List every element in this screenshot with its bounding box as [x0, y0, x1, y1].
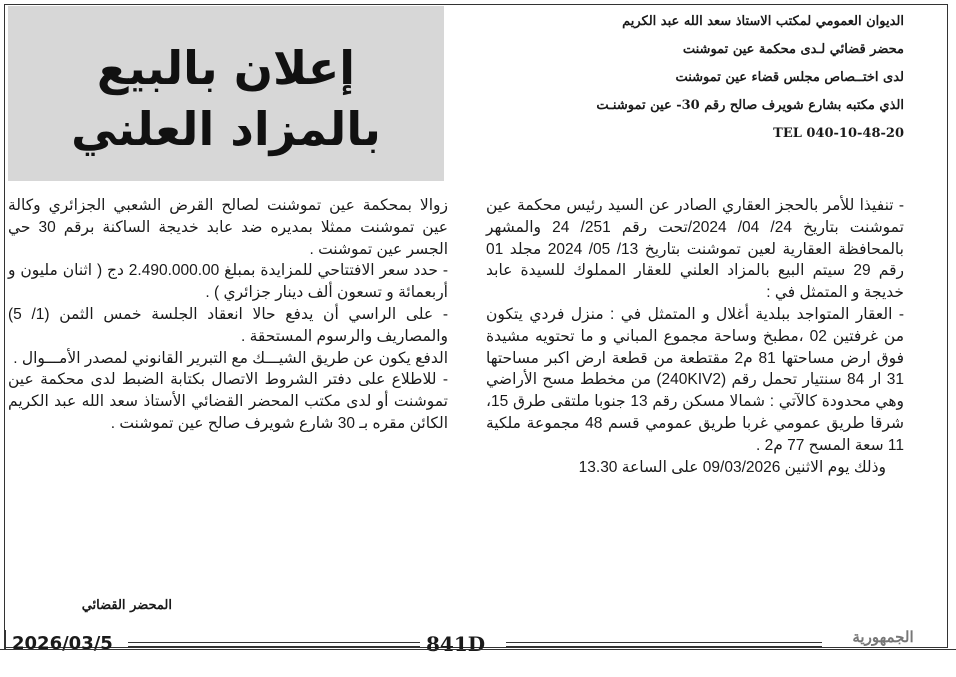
paragraph-auction-date: وذلك يوم الاثنين 09/03/2026 على الساعة 13.30: [578, 458, 886, 476]
header-address: الذي مكتبه بشارع شويرف صالح رقم 30- عين تموشنـت: [596, 98, 904, 113]
frame-corner: [0, 630, 6, 650]
paragraph-property: - العقار المتواجد ببلدية أغلال و المتمثل في : منزل فردي يتكون من غرفتين 02 ،مطبخ وساحة مجموع المباني و ما تحتويه مشيدة فوق ارض مساحتها 81 م2 مقتطعة من قطعة ارض اكبر مساحتها 31 ار 84 سنتيار تحمل رقم (240KIV2) من مخطط مسح الأراضي وهي محدودة كالآتي : شمالا مسكن رقم 13 جنوبا ملتقى طرق 15، شرقا طريق عمومي غربا طريق عمومي قسم 48 مجموعة ملكية 11 سعة المسح 77 م2 .: [486, 305, 905, 454]
paragraph-enforcement: - تنفيذا للأمر بالحجز العقاري الصادر عن السيد رئيس محكمة عين تموشنت بتاريخ 24/ 04/ 2024/تحت رقم 251/ 24 والمشهر بالمحافظة العقارية لعين تموشنت بتاريخ 13/ 05/ 2024 مجلد 01 رقم 29 سيتم البيع بالمزاد العلني للعقار المملوك للسيدة عابد خديجة و المتمثل في :: [486, 197, 904, 302]
notice-header: [484, 8, 904, 148]
left-column: [8, 195, 448, 435]
right-column: [486, 195, 904, 478]
newspaper-logo: الجمهورية: [852, 628, 914, 646]
publication-date: 2026/03/5: [12, 633, 113, 654]
header-jurisdiction: لدى اختــصاص مجلس قضاء عين تموشنت: [675, 70, 904, 85]
divider-left: [128, 642, 420, 647]
paragraph-opening-price: - حدد سعر الافتتاحي للمزايدة بمبلغ 2.490.000.00 دج ( اثنان مليون و أربعمائة و تسعون ألف دينار جزائري ) .: [8, 262, 448, 302]
title-line-2: بالمزاد العلني: [71, 102, 381, 156]
notice-code: 841D: [426, 632, 486, 656]
header-bailiff: محضر قضائي لـدى محكمة عين تموشنت: [682, 42, 904, 57]
divider-right: [506, 642, 822, 647]
header-phone: TEL 040-10-48-20: [773, 126, 904, 141]
paragraph-cheque: الدفع يكون عن طريق الشيـــك مع التبرير القانوني لمصدر الأمـــوال .: [13, 349, 448, 367]
header-office: الديوان العمومي لمكتب الاستاذ سعد الله عبد الكريم: [622, 14, 904, 29]
paragraph-parties: زوالا بمحكمة عين تموشنت لصالح القرض الشعبي الجزائري وكالة عين تموشنت ممثلا بمديره ضد عابد خديجة الساكنة برقم 30 حي الجسر عين تموشنت .: [8, 197, 449, 258]
paragraph-payment: - على الراسي أن يدفع حالا انعقاد الجلسة خمس الثمن (1/ 5) والمصاريف والرسوم المستحقة .: [8, 305, 448, 345]
bottom-rule: [0, 649, 956, 677]
paragraph-contact: - للاطلاع على دفتر الشروط الاتصال بكتابة الضبط لدى محكمة عين تموشنت أو لدى مكتب المحضر القضائي الأستاذ سعد الله عبد الكريم الكائن مقره بـ 30 شارع شويرف صالح عين تموشنت .: [8, 371, 448, 432]
signature: المحضر القضائي: [81, 598, 172, 613]
title-line-1: إعلان بالبيع: [96, 41, 356, 95]
title-box: [8, 6, 444, 181]
